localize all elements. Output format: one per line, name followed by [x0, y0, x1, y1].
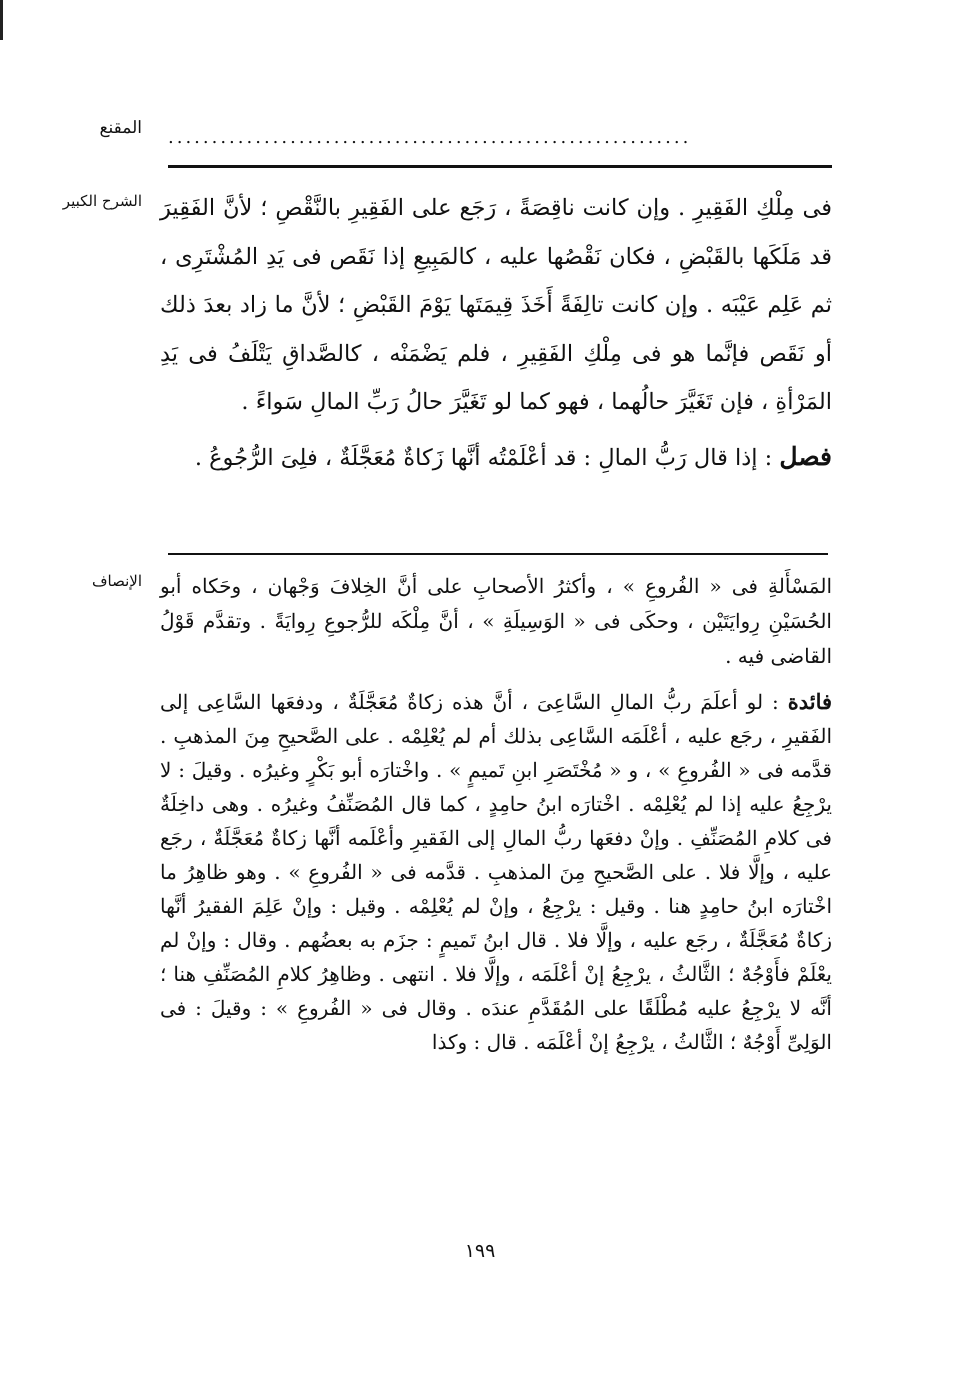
- running-header-title: المقنع: [99, 118, 142, 138]
- faida-text: : لو أعلَمَ ربُّ المالِ السَّاعِىَ ، أنَّ هذه زكاةٌ مُعَجَّلَةٌ ، ودفعَها السَّاعِى إلى الفَقيرِ ، رجَع عليه ، أعْلَمَه السَّاعِى بذلك أم لم يُعْلِمْه . على الصَّحيحِ مِنَ المذهبِ . قدَّمه فى « الفُروعِ » ، و « مُخْتَصَرِ ابنِ تَميمٍ » . واخْتارَه أبو بَكْرٍ وغيرُه . وقيلَ : لا يرْجِعُ عليه إذا لم يُعْلِمْه . اخْتارَه ابنُ حامِدٍ ، كما قال المُصَنِّفُ وغيرُه . وهى داخِلَةٌ فى كلامِ المُصَنِّفِ . وإنْ دفعَها ربُّ المالِ إلى الفَقيرِ وأعْلَمه أنَّها زكاةٌ مُعَجَّلَةٌ ، رجَع عليه ، وإلَّا فلا . على الصَّحيحِ مِنَ المذهبِ . قدَّمه فى « الفُروعِ » . وهو ظاهِرُ ما اخْتارَه ابنُ حامِدٍ هنا . وقيل : يرْجِعُ ، وإنْ لم يُعْلِمْه . وقيل : وإنْ عَلِمَ الفقيرُ أنَّها زكاةٌ مُعَجَّلَةٌ ، رجَع عليه ، وإلَّا فلا . قال ابنُ تَميمٍ : جزَم به بعضُهم . وقال : وإنْ لم يعْلَمْ فأَوْجُهٌ ؛ الثَّالثُ ، يرْجِعُ إنْ أعْلَمَه ، وإلَّا فلا . انتهى . وظاهِرُ كلامِ المُصَنِّفِ هنا ؛ أنَّه لا يرْجِعُ عليه مُطْلَقًا على المُقَدَّمِ عندَه . وقال فى « الفُروعِ » : وقيلَ : فى الوَلِىِّ أَوْجُهٌ ؛ الثَّالثُ ، يرْجِعُ إنْ أعْلَمَه . قال : وكذا: [160, 690, 832, 1054]
- sharh-paragraph: فى مِلْكِ الفَقِيرِ . وإن كانت ناقِصَةً ، رَجَع على الفَقِيرِ بالنَّقْصِ ؛ لأنَّ الفَقِيرَ قد مَلَكَها بالقَبْضِ ، فكان نَقْصُها عليه ، كالمَبِيعِ إذا نَقَص فى يَدِ المُشْتَرِى ، ثم عَلِم عَيْبَه . وإن كانت تالِفَةً أَخَذَ قِيمَتَها يَوْمَ القَبْضِ ؛ لأنَّ ما زاد بعدَ ذلك أو نَقَص فإنَّما هو فى مِلْكِ الفَقِيرِ ، فلم يَضْمَنْه ، كالصَّداقِ يَتْلَفُ فى يَدِ المَرْأةِ ، فإن تَغَيَّرَ حالُهما ، فهو كما لو تَغَيَّرَ حالُ رَبِّ المالِ سَواءً .: [160, 195, 832, 415]
- side-label-insaf: الإنصاف: [91, 572, 142, 590]
- insaf-section: [160, 569, 832, 1059]
- fasl-label: فصل: [779, 441, 832, 471]
- header-rule: [168, 165, 832, 168]
- fasl-paragraph: [160, 433, 832, 483]
- insaf-paragraph: المَسْأَلةِ فى « الفُروعِ » ، وأكثرُ الأصحابِ على أنَّ الخِلافَ وَجْهان ، وحَكاه أبو الحُسَيْنِ رِوايَتَيْن ، وحكَى فى « الوَسِيلَةِ » ، أنَّ مِلْكَه للرُّجوعِ رِوايَةً . وتقدَّم قَوْلُ القاضى فيه .: [160, 574, 832, 668]
- faida-label: فائدة: [787, 689, 833, 714]
- section-divider: [168, 553, 828, 555]
- side-label-sharh: الشرح الكبير: [62, 192, 142, 210]
- sharh-section: [160, 184, 832, 482]
- page-number: ١٩٩: [464, 1240, 496, 1262]
- faida-paragraph: [160, 685, 832, 1059]
- scan-edge-mark: [0, 0, 3, 40]
- running-header-dots: ............................................................: [168, 127, 692, 148]
- fasl-text: : إذا قال رَبُّ المالِ : قد أعْلَمْتُه أنَّها زَكاةٌ مُعَجَّلَةٌ ، فلِىَ الرُّجُوعُ .: [194, 444, 773, 471]
